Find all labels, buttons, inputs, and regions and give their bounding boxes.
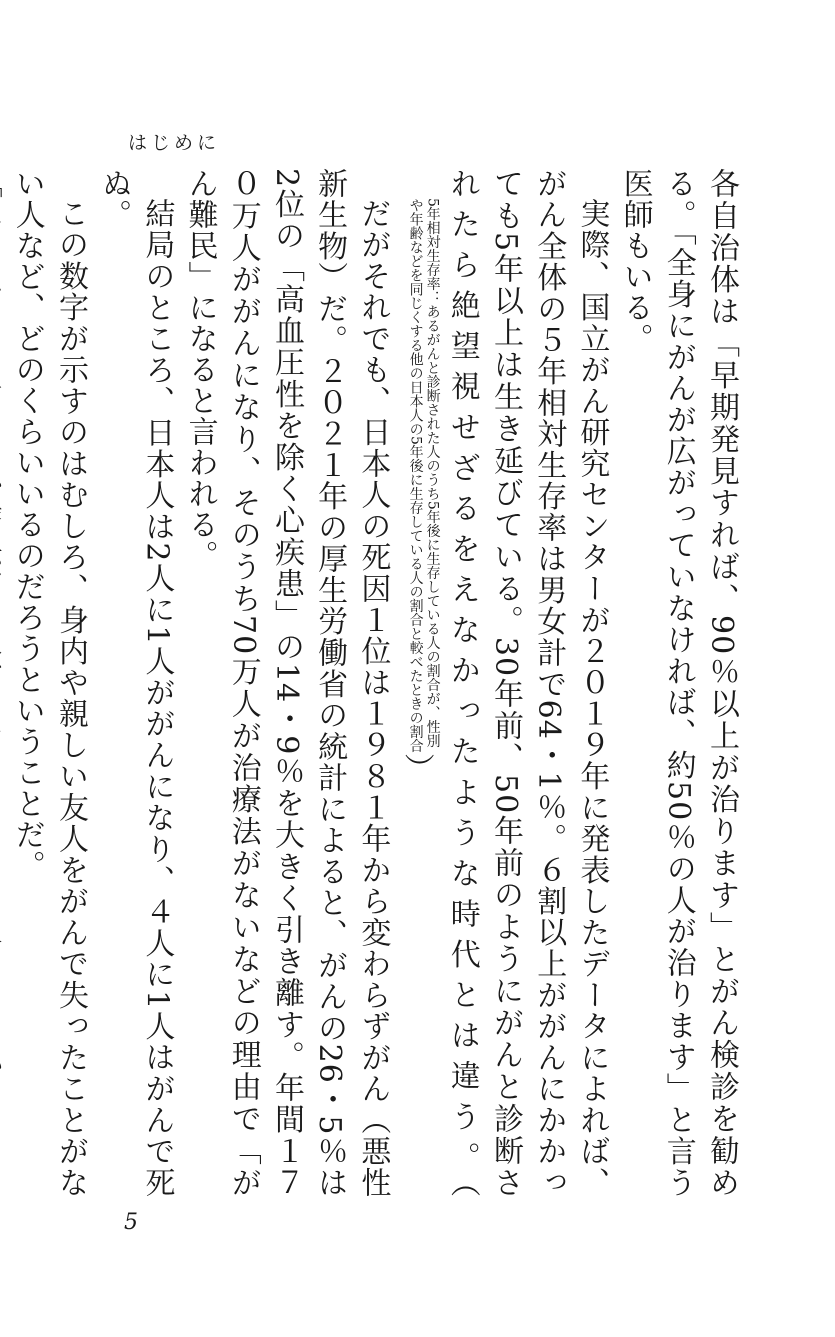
paragraph-2-text: 実際、国立がん研究センターが２０１９年に発表したデータによれば、がん全体の５年相対生存率は男女計で64・1％。６割以上ががんにかかっても5年以上は生き延びている。30年前、50年前のようにがんと診断されたら絶望視せざるをえなかったような時代とは違う。 [444, 168, 610, 1198]
paragraph-2 [394, 168, 613, 1198]
footnote-line-2: や年齢などを同じくする他の日本人の5年後に生存している人の割合と較べたときの割合 [407, 198, 424, 753]
footnote-close-paren: ） [398, 752, 434, 784]
section-title: はじめに [128, 132, 221, 154]
footnote-open-paren: （ [444, 1182, 480, 1198]
paragraph-3: だがそれでも、日本人の死因１位は１９８１年から変わらずがん（悪性新生物）だ。２０２１年の厚生労働省の統計によると、がんの26・5％は2位の「高血圧性を除く心疾患」の14・9％を大きく引き離す。年間１７０万人ががんになり、そのうち70万人が治療法がないなどの理由で「がん難民」になると言われる。 [182, 168, 391, 1198]
inline-footnote [407, 168, 441, 753]
paragraph-6 [0, 168, 6, 1198]
footnote-line-1: 5年相対生存率：あるがんと診断された人のうち5年後に生存している人の割合が、性別 [424, 198, 441, 748]
vertical-body-text [9, 168, 743, 1198]
paragraph-5: この数字が示すのはむしろ、身内や親しい友人をがんで失ったことがない人など、どのくらいいるのだろうということだ。 [9, 168, 88, 1198]
paragraph-1: 各自治体は「早期発見すれば、90％以上が治ります」とがん検診を勧める。「全身にがんが広がっていなければ、約50％の人が治ります」と言う医師もいる。 [617, 168, 739, 1198]
paragraph-4: 結局のところ、日本人は2人に1人ががんになり、４人に1人はがんで死ぬ。 [96, 168, 175, 1198]
page-number: 5 [124, 1210, 138, 1235]
